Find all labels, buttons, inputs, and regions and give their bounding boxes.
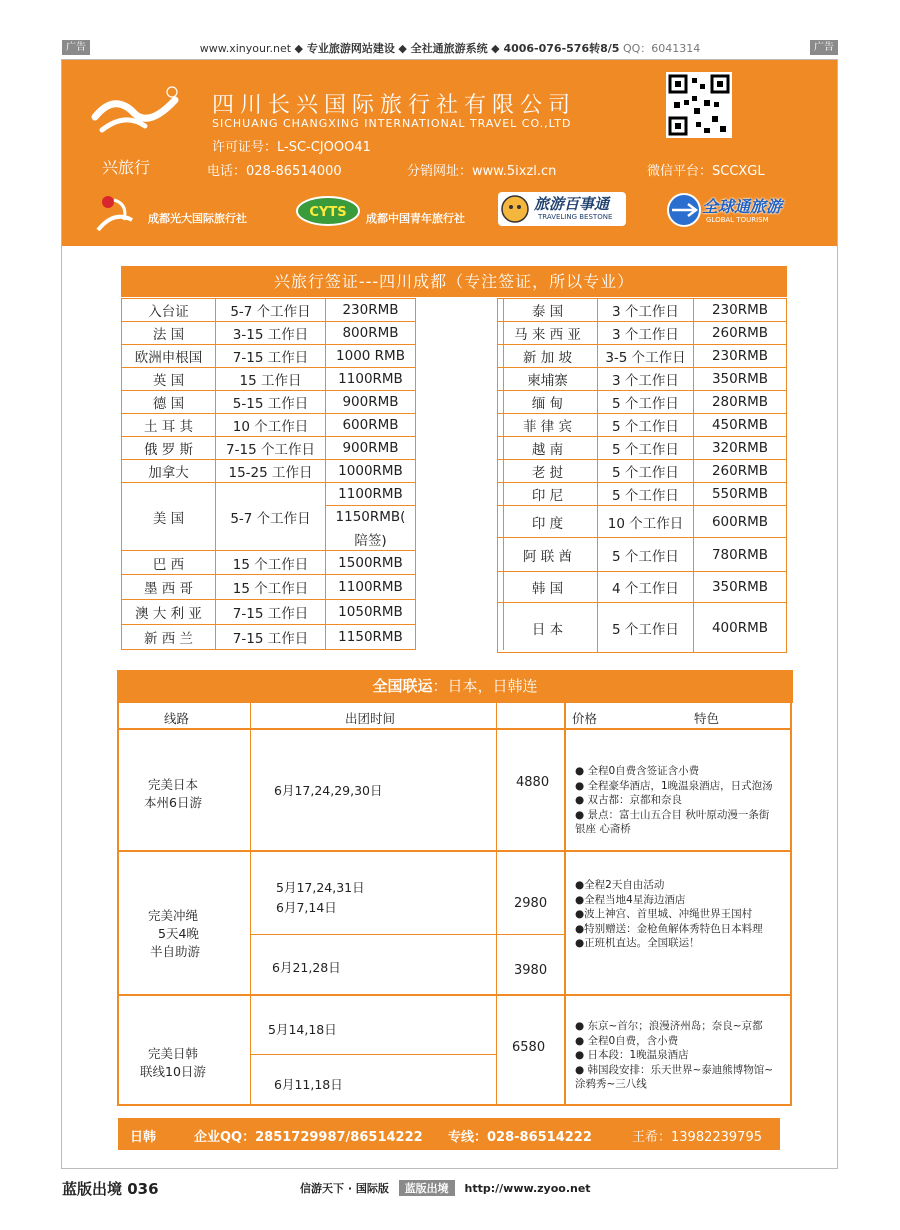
price-cell: 1000 RMB — [326, 345, 416, 368]
price-cell: 1100RMB — [326, 368, 416, 391]
global-tourism-name: 全球通旅游 — [702, 197, 783, 216]
table-row — [498, 437, 787, 460]
contact-label: 日韩 — [130, 1130, 157, 1145]
country-cell: 印 度 — [498, 506, 598, 538]
price-cell: 陪签) — [326, 529, 416, 551]
country-cell: 澳 大 利 亚 — [122, 600, 216, 625]
feature-line: ● 双古都：京都和奈良 — [575, 794, 682, 806]
table-row — [498, 391, 787, 414]
global-tourism-sub: GLOBAL TOURISM — [706, 216, 769, 224]
feature-line: ●波上神宫、首里城、冲绳世界王国村 — [575, 908, 753, 920]
table-row — [498, 506, 787, 538]
route3-price: 6580 — [512, 1040, 546, 1055]
route3-name: 完美日韩 — [148, 1046, 199, 1061]
bestone-sub: TRAVELING BESTONE — [538, 213, 613, 221]
route2-features — [575, 878, 763, 951]
company-name: 四川长兴国际旅行社有限公司 — [212, 93, 577, 118]
price-cell: 780RMB — [694, 538, 787, 572]
wechat-platform: 微信平台：SCCXGL — [647, 164, 765, 179]
country-cell: 英 国 — [122, 368, 216, 391]
route1-date: 6月17,24,29,30日 — [274, 783, 383, 798]
country-cell: 土 耳 其 — [122, 414, 216, 437]
feature-line: ●全程当地4星海边酒店 — [575, 893, 686, 906]
time-cell: 5-7 个工作日 — [216, 483, 326, 551]
price-cell: 350RMB — [694, 368, 787, 391]
time-cell: 5 个工作日 — [598, 414, 694, 437]
price-cell: 800RMB — [326, 322, 416, 345]
price-cell: 1500RMB — [326, 551, 416, 575]
company-phone: 电话：028-86514000 — [207, 164, 342, 179]
country-cell: 法 国 — [122, 322, 216, 345]
price-cell: 1150RMB — [326, 625, 416, 650]
license-number: 许可证号：L-SC-CJOOO41 — [212, 140, 371, 155]
price-cell: 350RMB — [694, 572, 787, 603]
route2-date-2: 6月21,28日 — [272, 960, 341, 975]
time-cell: 5 个工作日 — [598, 391, 694, 414]
feature-line: ● 日本段：1晚温泉酒店 — [575, 1049, 689, 1061]
time-cell: 5-15 工作日 — [216, 391, 326, 414]
visa-title: 兴旅行签证---四川成都（专注签证，所以专业） — [121, 266, 787, 297]
header-date: 出团时间 — [345, 711, 396, 726]
top-item-2: 全社通旅游系统 — [410, 42, 488, 55]
bestone-name: 旅游百事通 — [534, 195, 610, 213]
time-cell: 7-15 工作日 — [216, 600, 326, 625]
time-cell: 5 个工作日 — [598, 538, 694, 572]
price-cell: 900RMB — [326, 437, 416, 460]
time-cell: 5 个工作日 — [598, 483, 694, 506]
guangda-logo-icon — [94, 190, 138, 236]
bestone-mascot-icon — [500, 194, 530, 224]
contact-person: 王希：13982239795 — [632, 1130, 762, 1145]
feature-line: ●特别赠送：金枪鱼解体秀特色日本料理 — [575, 922, 763, 935]
visa-table-left — [121, 298, 504, 650]
footer-page-label: 蓝版出境 036 — [62, 1180, 159, 1198]
time-cell: 15 工作日 — [216, 368, 326, 391]
route3-date-1: 5月14,18日 — [268, 1022, 337, 1037]
price-cell: 1150RMB( — [326, 506, 416, 529]
country-cell: 德 国 — [122, 391, 216, 414]
time-cell: 15 个工作日 — [216, 575, 326, 600]
route3-date-2: 6月11,18日 — [274, 1077, 343, 1092]
country-cell: 日 本 — [498, 603, 598, 653]
route2-date-1b: 6月7,14日 — [276, 900, 337, 915]
price-cell: 230RMB — [694, 345, 787, 368]
svg-text:CYTS: CYTS — [309, 205, 347, 220]
time-cell: 10 个工作日 — [598, 506, 694, 538]
country-cell: 柬埔寨 — [498, 368, 598, 391]
country-cell: 美 国 — [122, 483, 216, 551]
time-cell: 3-5 个工作日 — [598, 345, 694, 368]
top-site[interactable]: www.xinyour.net — [199, 42, 292, 55]
price-cell: 260RMB — [694, 460, 787, 483]
routes-title-bold: 全国联运 — [372, 677, 433, 695]
price-cell: 550RMB — [694, 483, 787, 506]
partner-cyts: 成都中国青年旅行社 — [366, 212, 465, 225]
top-advert-line: www.xinyour.net ◆ 专业旅游网站建设 ◆ 全社通旅游系统 ◆ 4006-076-576转8/5 QQ：6041314 — [199, 42, 701, 55]
feature-line: ● 全程0自费，含小费 — [575, 1034, 679, 1047]
time-cell: 5 个工作日 — [598, 603, 694, 653]
time-cell: 7-15 工作日 — [216, 625, 326, 650]
footer-tag: 蓝版出境 — [399, 1180, 455, 1196]
ad-tag-left: 广告 — [62, 40, 90, 55]
feature-line: ● 韩国段安排：乐天世界~泰迪熊博物馆~ — [575, 1063, 774, 1076]
price-cell: 280RMB — [694, 391, 787, 414]
price-cell: 1050RMB — [326, 600, 416, 625]
feature-line: ●正班机直达。全国联运！ — [575, 937, 700, 949]
time-cell: 15 个工作日 — [216, 551, 326, 575]
visa-table-right — [497, 298, 787, 653]
time-cell: 5 个工作日 — [598, 460, 694, 483]
route2-name: 完美冲绳 — [148, 908, 199, 923]
time-cell: 7-15 个工作日 — [216, 437, 326, 460]
footer-info — [300, 1180, 591, 1196]
table-row — [498, 414, 787, 437]
country-cell: 泰 国 — [498, 299, 598, 322]
price-cell: 260RMB — [694, 322, 787, 345]
feature-line: ●全程2天自由活动 — [575, 879, 665, 891]
table-row — [498, 483, 787, 506]
route1-price: 4880 — [516, 775, 550, 790]
country-cell: 阿 联 酋 — [498, 538, 598, 572]
time-cell: 15-25 工作日 — [216, 460, 326, 483]
feature-line: ● 全程豪华酒店，1晚温泉酒店，日式泡汤 — [575, 779, 773, 792]
time-cell: 4 个工作日 — [598, 572, 694, 603]
header-feature: 特色 — [694, 711, 720, 726]
route2-name-3: 半自助游 — [150, 944, 201, 959]
bestone-logo — [498, 192, 626, 226]
price-cell: 230RMB — [694, 299, 787, 322]
feature-line: 银座 心斋桥 — [575, 823, 631, 835]
price-cell: 900RMB — [326, 391, 416, 414]
footer-url[interactable]: http://www.zyoo.net — [464, 1182, 591, 1195]
country-cell: 俄 罗 斯 — [122, 437, 216, 460]
route3-name-2: 联线10日游 — [140, 1064, 206, 1079]
time-cell: 3-15 工作日 — [216, 322, 326, 345]
country-cell: 加拿大 — [122, 460, 216, 483]
country-cell: 韩 国 — [498, 572, 598, 603]
table-row — [498, 460, 787, 483]
partner-guangda: 成都光大国际旅行社 — [148, 212, 247, 225]
routes-title-rest: ：日本，日韩连 — [432, 677, 538, 695]
time-cell: 3 个工作日 — [598, 299, 694, 322]
table-row — [498, 603, 787, 653]
price-cell: 1100RMB — [326, 483, 416, 506]
time-cell: 3 个工作日 — [598, 322, 694, 345]
route1-name: 完美日本 — [148, 777, 199, 792]
top-phone: 4006-076-576转8/5 — [503, 42, 620, 55]
price-cell: 1000RMB — [326, 460, 416, 483]
top-qq: QQ：6041314 — [622, 42, 701, 55]
country-cell: 入台证 — [122, 299, 216, 322]
country-cell: 印 尼 — [498, 483, 598, 506]
contact-bar — [118, 1118, 780, 1150]
table-row — [498, 572, 787, 603]
global-tourism-logo — [666, 192, 790, 228]
country-cell: 菲 律 宾 — [498, 414, 598, 437]
price-cell: 600RMB — [694, 506, 787, 538]
time-cell: 3 个工作日 — [598, 368, 694, 391]
global-tourism-icon — [666, 192, 702, 228]
table-row — [122, 299, 504, 322]
country-cell: 马 来 西 亚 — [498, 322, 598, 345]
feature-line: 涂鸦秀~三八线 — [575, 1078, 647, 1090]
route1-name-2: 本州6日游 — [144, 795, 202, 810]
price-cell: 1100RMB — [326, 575, 416, 600]
time-cell: 5-7 个工作日 — [216, 299, 326, 322]
company-english-name: SICHUANG CHANGXING INTERNATIONAL TRAVEL CO.,LTD — [212, 117, 572, 130]
feature-line: ● 景点：富士山五合目 秋叶原动漫一条街 — [575, 808, 770, 821]
time-cell: 7-15 工作日 — [216, 345, 326, 368]
country-cell: 巴 西 — [122, 551, 216, 575]
route3-features — [575, 1019, 773, 1092]
country-cell: 墨 西 哥 — [122, 575, 216, 600]
time-cell: 5 个工作日 — [598, 437, 694, 460]
time-cell: 10 个工作日 — [216, 414, 326, 437]
brand-name: 兴旅行 — [102, 158, 151, 177]
route2-name-2: 5天4晚 — [158, 926, 199, 941]
footer-slogan: 信游天下 · 国际版 — [300, 1182, 389, 1195]
routes-title — [117, 670, 793, 703]
country-cell: 欧洲申根国 — [122, 345, 216, 368]
country-cell: 缅 甸 — [498, 391, 598, 414]
price-cell: 400RMB — [694, 603, 787, 653]
top-item-1: 专业旅游网站建设 — [306, 42, 395, 55]
country-cell: 新 西 兰 — [122, 625, 216, 650]
header-route: 线路 — [164, 711, 190, 726]
route2-price-1: 2980 — [514, 896, 548, 911]
cyts-logo-icon — [295, 195, 361, 227]
route2-price-2: 3980 — [514, 963, 548, 978]
route1-features — [575, 764, 773, 837]
distribution-site[interactable]: 分销网址：www.5ixzl.cn — [407, 164, 557, 179]
route2-date-1a: 5月17,24,31日 — [276, 880, 365, 895]
table-row — [498, 322, 787, 345]
contact-hotline: 专线：028-86514222 — [448, 1130, 592, 1145]
header-price: 价格 — [572, 711, 598, 726]
price-cell: 450RMB — [694, 414, 787, 437]
company-header — [62, 60, 837, 246]
country-cell: 老 挝 — [498, 460, 598, 483]
table-row — [498, 345, 787, 368]
ad-tag-right: 广告 — [810, 40, 838, 55]
feature-line: ● 东京~首尔；浪漫济州岛；奈良~京都 — [575, 1020, 763, 1032]
price-cell: 230RMB — [326, 299, 416, 322]
price-cell: 600RMB — [326, 414, 416, 437]
qr-code-icon — [666, 72, 732, 138]
contact-qq: 企业QQ：2851729987/86514222 — [194, 1130, 423, 1145]
country-cell: 新 加 坡 — [498, 345, 598, 368]
table-row — [498, 368, 787, 391]
country-cell: 越 南 — [498, 437, 598, 460]
feature-line: ● 全程0自费含签证含小费 — [575, 765, 700, 777]
company-logo-icon — [90, 82, 180, 142]
price-cell: 320RMB — [694, 437, 787, 460]
table-row — [498, 538, 787, 572]
table-row — [498, 299, 787, 322]
